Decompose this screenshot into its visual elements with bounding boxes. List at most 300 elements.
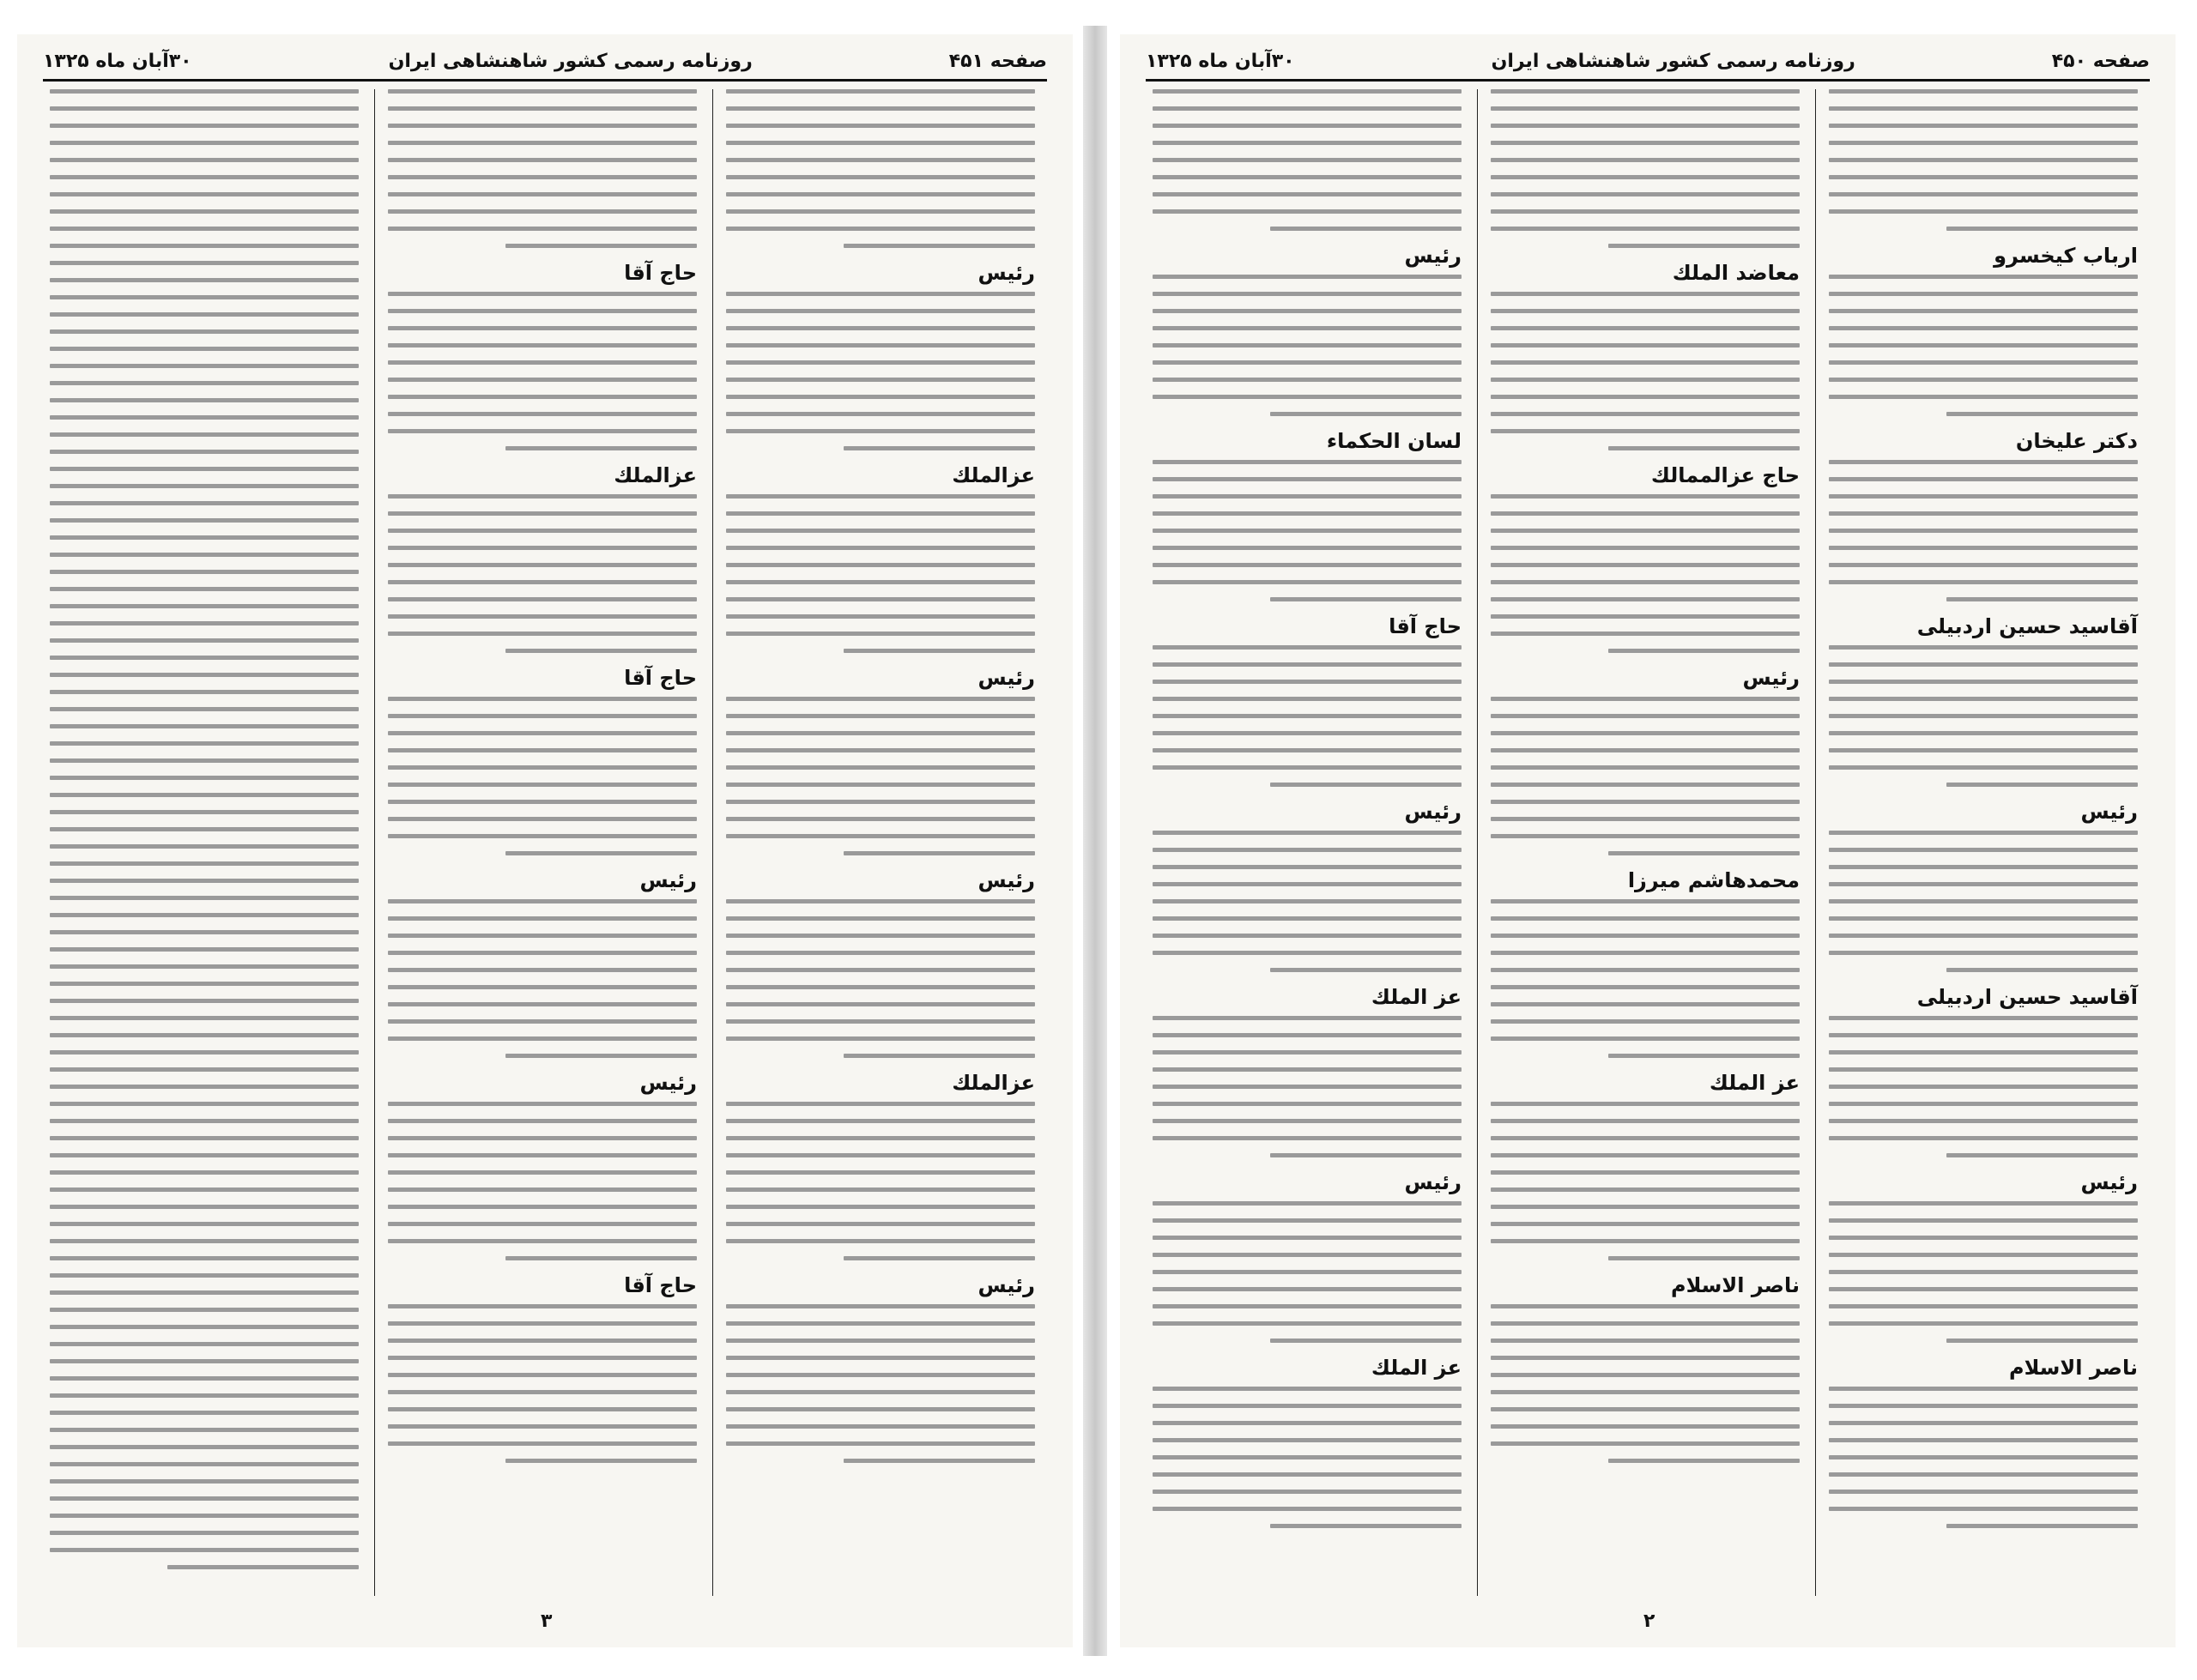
text-line bbox=[1946, 597, 2138, 601]
text-line bbox=[50, 1359, 359, 1363]
text-line bbox=[50, 879, 359, 883]
text-line bbox=[1491, 1170, 1800, 1175]
speaker-heading: دکتر علیخان bbox=[2015, 429, 2138, 453]
text-line bbox=[1270, 968, 1462, 972]
text-line bbox=[1829, 1438, 2138, 1442]
text-line bbox=[1153, 645, 1462, 650]
text-line bbox=[1270, 412, 1462, 416]
text-line bbox=[1153, 1236, 1462, 1240]
text-line bbox=[1270, 1524, 1462, 1528]
text-line bbox=[844, 1459, 1035, 1463]
text-line bbox=[1491, 899, 1800, 903]
right-date: ۳۰آبان ماه ۱۳۲۵ bbox=[1146, 50, 1295, 72]
text-line bbox=[1829, 460, 2138, 464]
text-line bbox=[726, 1441, 1035, 1446]
text-line bbox=[726, 158, 1035, 162]
text-line bbox=[1270, 227, 1462, 231]
text-line bbox=[1491, 1441, 1800, 1446]
speaker-heading: رئیس bbox=[639, 1071, 697, 1095]
text-line bbox=[1491, 934, 1800, 938]
text-line bbox=[726, 192, 1035, 196]
text-line bbox=[1491, 141, 1800, 145]
text-line bbox=[388, 951, 697, 955]
text-line bbox=[1491, 765, 1800, 770]
text-line bbox=[50, 1016, 359, 1020]
text-line bbox=[844, 649, 1035, 653]
text-block bbox=[1153, 645, 1462, 787]
text-line bbox=[505, 244, 697, 248]
text-block bbox=[1153, 1201, 1462, 1343]
text-line bbox=[1270, 1339, 1462, 1343]
text-line bbox=[1270, 783, 1462, 787]
speaker-heading: آقاسید حسین اردبیلی bbox=[1916, 985, 2138, 1009]
speaker-heading: عز الملك bbox=[1709, 1071, 1800, 1095]
text-line bbox=[1153, 1421, 1462, 1425]
text-line bbox=[50, 158, 359, 162]
text-line bbox=[726, 1019, 1035, 1024]
text-line bbox=[1608, 1459, 1800, 1463]
text-line bbox=[388, 429, 697, 433]
text-line bbox=[388, 326, 697, 330]
text-line bbox=[388, 916, 697, 921]
text-line bbox=[1153, 680, 1462, 684]
text-line bbox=[1829, 697, 2138, 701]
text-line bbox=[1153, 1455, 1462, 1459]
left-column-1 bbox=[721, 89, 1040, 1596]
text-line bbox=[50, 1085, 359, 1089]
text-line bbox=[1829, 1201, 2138, 1206]
text-line bbox=[50, 124, 359, 128]
text-line bbox=[1153, 89, 1462, 94]
text-line bbox=[1491, 731, 1800, 735]
text-line bbox=[726, 511, 1035, 516]
text-block bbox=[1829, 1201, 2138, 1343]
text-line bbox=[726, 580, 1035, 584]
text-line bbox=[726, 309, 1035, 313]
text-line bbox=[1829, 662, 2138, 667]
text-line bbox=[50, 758, 359, 763]
text-line bbox=[1829, 309, 2138, 313]
text-line bbox=[1829, 731, 2138, 735]
text-line bbox=[726, 597, 1035, 601]
text-line bbox=[1491, 529, 1800, 533]
text-line bbox=[1608, 1054, 1800, 1058]
text-block bbox=[1491, 89, 1800, 248]
text-line bbox=[726, 1239, 1035, 1243]
text-line bbox=[1829, 714, 2138, 718]
text-line bbox=[388, 714, 697, 718]
text-block bbox=[1153, 275, 1462, 416]
text-line bbox=[50, 741, 359, 746]
text-line bbox=[726, 916, 1035, 921]
text-block bbox=[1829, 1387, 2138, 1528]
text-line bbox=[1153, 1016, 1462, 1020]
text-line bbox=[1829, 680, 2138, 684]
text-line bbox=[726, 429, 1035, 433]
text-line bbox=[1829, 395, 2138, 399]
text-line bbox=[1491, 429, 1800, 433]
text-line bbox=[388, 1321, 697, 1326]
text-line bbox=[50, 947, 359, 952]
text-line bbox=[50, 1033, 359, 1037]
text-line bbox=[1153, 697, 1462, 701]
text-line bbox=[1491, 292, 1800, 296]
speaker-heading: رئیس bbox=[977, 666, 1035, 690]
text-line bbox=[1829, 192, 2138, 196]
text-line bbox=[1491, 597, 1800, 601]
text-line bbox=[50, 89, 359, 94]
text-line bbox=[726, 614, 1035, 619]
text-line bbox=[50, 1119, 359, 1123]
text-line bbox=[50, 141, 359, 145]
text-line bbox=[1491, 1019, 1800, 1024]
right-column-2 bbox=[1486, 89, 1805, 1596]
text-line bbox=[1829, 848, 2138, 852]
text-line bbox=[1153, 1472, 1462, 1477]
text-line bbox=[1153, 714, 1462, 718]
text-line bbox=[726, 1153, 1035, 1157]
text-line bbox=[1829, 158, 2138, 162]
text-line bbox=[1153, 1321, 1462, 1326]
speaker-heading: رئیس bbox=[977, 1273, 1035, 1297]
text-line bbox=[1491, 192, 1800, 196]
text-line bbox=[1946, 783, 2138, 787]
text-line bbox=[1153, 865, 1462, 869]
text-block bbox=[1491, 494, 1800, 653]
text-line bbox=[1153, 1067, 1462, 1072]
text-line bbox=[1829, 1236, 2138, 1240]
text-line bbox=[1946, 968, 2138, 972]
text-line bbox=[1153, 1102, 1462, 1106]
text-block bbox=[1829, 89, 2138, 231]
text-line bbox=[1153, 1507, 1462, 1511]
text-line bbox=[1491, 326, 1800, 330]
text-line bbox=[1829, 831, 2138, 835]
text-line bbox=[505, 1054, 697, 1058]
text-line bbox=[388, 800, 697, 804]
text-line bbox=[505, 851, 697, 855]
text-line bbox=[50, 106, 359, 111]
text-line bbox=[388, 141, 697, 145]
text-line bbox=[388, 1187, 697, 1192]
text-block bbox=[388, 697, 697, 855]
speaker-heading: محمدهاشم میرزا bbox=[1627, 868, 1800, 892]
text-line bbox=[1153, 1404, 1462, 1408]
text-line bbox=[1829, 765, 2138, 770]
text-line bbox=[726, 1136, 1035, 1140]
text-line bbox=[1491, 209, 1800, 214]
text-line bbox=[505, 446, 697, 450]
text-line bbox=[726, 1119, 1035, 1123]
text-line bbox=[1829, 1455, 2138, 1459]
text-line bbox=[50, 673, 359, 677]
text-line bbox=[1153, 494, 1462, 499]
text-line bbox=[726, 1205, 1035, 1209]
text-block bbox=[726, 494, 1035, 653]
left-column-3 bbox=[45, 89, 364, 1596]
speaker-heading: حاج آقا bbox=[1389, 614, 1462, 638]
text-line bbox=[1491, 614, 1800, 619]
text-line bbox=[388, 1205, 697, 1209]
text-line bbox=[844, 446, 1035, 450]
text-line bbox=[726, 412, 1035, 416]
text-line bbox=[726, 1002, 1035, 1006]
text-line bbox=[50, 1342, 359, 1346]
text-line bbox=[50, 930, 359, 934]
text-line bbox=[50, 329, 359, 334]
text-line bbox=[726, 343, 1035, 347]
text-line bbox=[388, 546, 697, 550]
text-line bbox=[1829, 326, 2138, 330]
text-line bbox=[1153, 141, 1462, 145]
text-line bbox=[726, 227, 1035, 231]
text-line bbox=[50, 621, 359, 625]
text-line bbox=[50, 501, 359, 505]
text-line bbox=[388, 494, 697, 499]
text-line bbox=[50, 1393, 359, 1398]
text-line bbox=[726, 899, 1035, 903]
text-line bbox=[1491, 89, 1800, 94]
text-line bbox=[1491, 1119, 1800, 1123]
right-column-1 bbox=[1824, 89, 2143, 1596]
text-line bbox=[388, 1119, 697, 1123]
text-line bbox=[50, 913, 359, 917]
text-block bbox=[1829, 645, 2138, 787]
text-line bbox=[505, 649, 697, 653]
text-line bbox=[388, 934, 697, 938]
text-line bbox=[726, 951, 1035, 955]
text-line bbox=[388, 1304, 697, 1308]
text-line bbox=[1491, 412, 1800, 416]
text-line bbox=[50, 415, 359, 420]
text-line bbox=[1829, 1067, 2138, 1072]
text-line bbox=[1153, 1387, 1462, 1391]
text-line bbox=[1491, 968, 1800, 972]
column-rule bbox=[1815, 89, 1816, 1596]
text-line bbox=[1491, 1102, 1800, 1106]
speaker-heading: حاج عزالممالك bbox=[1650, 463, 1800, 487]
text-line bbox=[726, 326, 1035, 330]
text-line bbox=[726, 934, 1035, 938]
speaker-heading: عزالملك bbox=[952, 1071, 1035, 1095]
right-masthead: روزنامه رسمی کشور شاهنشاهی ایران bbox=[1491, 50, 1855, 72]
text-line bbox=[1153, 1253, 1462, 1257]
speaker-heading: رئیس bbox=[2080, 800, 2138, 824]
text-line bbox=[1491, 783, 1800, 787]
text-line bbox=[388, 697, 697, 701]
text-line bbox=[50, 827, 359, 831]
text-line bbox=[726, 817, 1035, 821]
text-line bbox=[1946, 1524, 2138, 1528]
text-line bbox=[726, 1356, 1035, 1360]
text-line bbox=[1829, 1218, 2138, 1223]
text-line bbox=[1829, 175, 2138, 179]
text-block bbox=[1491, 292, 1800, 450]
text-line bbox=[388, 1153, 697, 1157]
text-line bbox=[726, 632, 1035, 636]
text-line bbox=[1829, 645, 2138, 650]
text-line bbox=[1946, 1153, 2138, 1157]
text-line bbox=[388, 632, 697, 636]
text-line bbox=[844, 1054, 1035, 1058]
text-line bbox=[388, 783, 697, 787]
text-line bbox=[50, 1136, 359, 1140]
text-line bbox=[1153, 1033, 1462, 1037]
text-block bbox=[726, 292, 1035, 450]
text-line bbox=[388, 209, 697, 214]
text-line bbox=[1491, 1239, 1800, 1243]
text-line bbox=[1829, 1387, 2138, 1391]
speaker-heading: رئیس bbox=[1404, 800, 1462, 824]
text-line bbox=[726, 834, 1035, 838]
text-line bbox=[1153, 934, 1462, 938]
text-line bbox=[1829, 1287, 2138, 1291]
text-line bbox=[50, 398, 359, 402]
text-line bbox=[50, 1239, 359, 1243]
speaker-heading: عز الملك bbox=[1371, 985, 1462, 1009]
text-line bbox=[726, 106, 1035, 111]
text-line bbox=[1153, 209, 1462, 214]
text-line bbox=[1829, 1016, 2138, 1020]
text-line bbox=[50, 1256, 359, 1260]
text-line bbox=[50, 861, 359, 866]
text-line bbox=[388, 158, 697, 162]
left-page-number: صفحه ۴۵۱ bbox=[948, 50, 1047, 72]
text-line bbox=[50, 724, 359, 728]
speaker-heading: حاج آقا bbox=[624, 261, 697, 285]
text-line bbox=[1491, 1390, 1800, 1394]
text-line bbox=[1829, 106, 2138, 111]
right-page-number: صفحه ۴۵۰ bbox=[2051, 50, 2150, 72]
text-line bbox=[726, 546, 1035, 550]
text-line bbox=[50, 604, 359, 608]
text-line bbox=[388, 765, 697, 770]
text-block bbox=[726, 899, 1035, 1058]
text-line bbox=[1491, 697, 1800, 701]
text-line bbox=[1608, 649, 1800, 653]
text-block bbox=[388, 1102, 697, 1260]
text-line bbox=[388, 1002, 697, 1006]
text-block bbox=[1491, 1304, 1800, 1463]
text-line bbox=[1829, 1102, 2138, 1106]
speaker-heading: رئیس bbox=[977, 261, 1035, 285]
text-line bbox=[388, 511, 697, 516]
text-line bbox=[1491, 395, 1800, 399]
text-line bbox=[1829, 1304, 2138, 1308]
text-line bbox=[1491, 1187, 1800, 1192]
text-line bbox=[1491, 1356, 1800, 1360]
text-line bbox=[50, 227, 359, 231]
right-column-3 bbox=[1147, 89, 1467, 1596]
text-line bbox=[1829, 1136, 2138, 1140]
text-line bbox=[726, 360, 1035, 365]
speaker-heading: حاج آقا bbox=[624, 1273, 697, 1297]
text-block bbox=[1153, 89, 1462, 231]
text-line bbox=[726, 783, 1035, 787]
text-block bbox=[726, 697, 1035, 855]
text-line bbox=[50, 707, 359, 711]
text-line bbox=[1153, 275, 1462, 279]
text-line bbox=[1491, 511, 1800, 516]
text-line bbox=[50, 467, 359, 471]
text-block bbox=[1153, 831, 1462, 972]
speaker-heading: حاج آقا bbox=[624, 666, 697, 690]
text-line bbox=[50, 518, 359, 523]
text-line bbox=[844, 244, 1035, 248]
text-line bbox=[1829, 916, 2138, 921]
text-block bbox=[726, 1304, 1035, 1463]
text-line bbox=[1270, 1153, 1462, 1157]
text-line bbox=[726, 1424, 1035, 1429]
text-line bbox=[1491, 158, 1800, 162]
text-line bbox=[1153, 951, 1462, 955]
text-line bbox=[726, 124, 1035, 128]
text-line bbox=[1491, 1424, 1800, 1429]
speaker-heading: لسان الحکماء bbox=[1326, 429, 1462, 453]
text-line bbox=[1153, 477, 1462, 481]
text-line bbox=[50, 1273, 359, 1278]
text-line bbox=[50, 1290, 359, 1295]
text-line bbox=[388, 1102, 697, 1106]
text-line bbox=[1829, 1270, 2138, 1274]
text-line bbox=[388, 748, 697, 752]
text-line bbox=[1153, 580, 1462, 584]
text-line bbox=[388, 614, 697, 619]
text-line bbox=[388, 597, 697, 601]
text-line bbox=[1829, 494, 2138, 499]
text-line bbox=[726, 731, 1035, 735]
text-line bbox=[1491, 985, 1800, 989]
text-line bbox=[1829, 748, 2138, 752]
text-line bbox=[1829, 1421, 2138, 1425]
text-line bbox=[50, 1222, 359, 1226]
text-line bbox=[1153, 916, 1462, 921]
text-line bbox=[1829, 1085, 2138, 1089]
text-line bbox=[1491, 800, 1800, 804]
left-column-2 bbox=[383, 89, 702, 1596]
speaker-heading: رئیس bbox=[1742, 666, 1800, 690]
speaker-heading: ناصر الاسلام bbox=[1670, 1273, 1800, 1297]
text-line bbox=[1153, 662, 1462, 667]
text-line bbox=[1153, 546, 1462, 550]
text-line bbox=[50, 312, 359, 317]
text-line bbox=[1153, 343, 1462, 347]
speaker-heading: رئیس bbox=[639, 868, 697, 892]
text-line bbox=[1491, 1321, 1800, 1326]
text-line bbox=[1153, 1136, 1462, 1140]
text-line bbox=[1491, 1205, 1800, 1209]
text-line bbox=[50, 844, 359, 849]
text-line bbox=[1153, 124, 1462, 128]
text-line bbox=[50, 1050, 359, 1055]
text-block bbox=[1153, 460, 1462, 601]
text-line bbox=[50, 1376, 359, 1381]
text-line bbox=[1153, 292, 1462, 296]
text-line bbox=[1829, 1507, 2138, 1511]
text-line bbox=[50, 347, 359, 351]
speaker-heading: عزالملك bbox=[614, 463, 697, 487]
text-line bbox=[388, 292, 697, 296]
text-line bbox=[1829, 1404, 2138, 1408]
text-line bbox=[50, 1445, 359, 1449]
text-line bbox=[1491, 343, 1800, 347]
text-line bbox=[1153, 748, 1462, 752]
text-line bbox=[50, 1170, 359, 1175]
text-line bbox=[1153, 1490, 1462, 1494]
text-line bbox=[1491, 916, 1800, 921]
text-line bbox=[1829, 141, 2138, 145]
text-line bbox=[726, 209, 1035, 214]
